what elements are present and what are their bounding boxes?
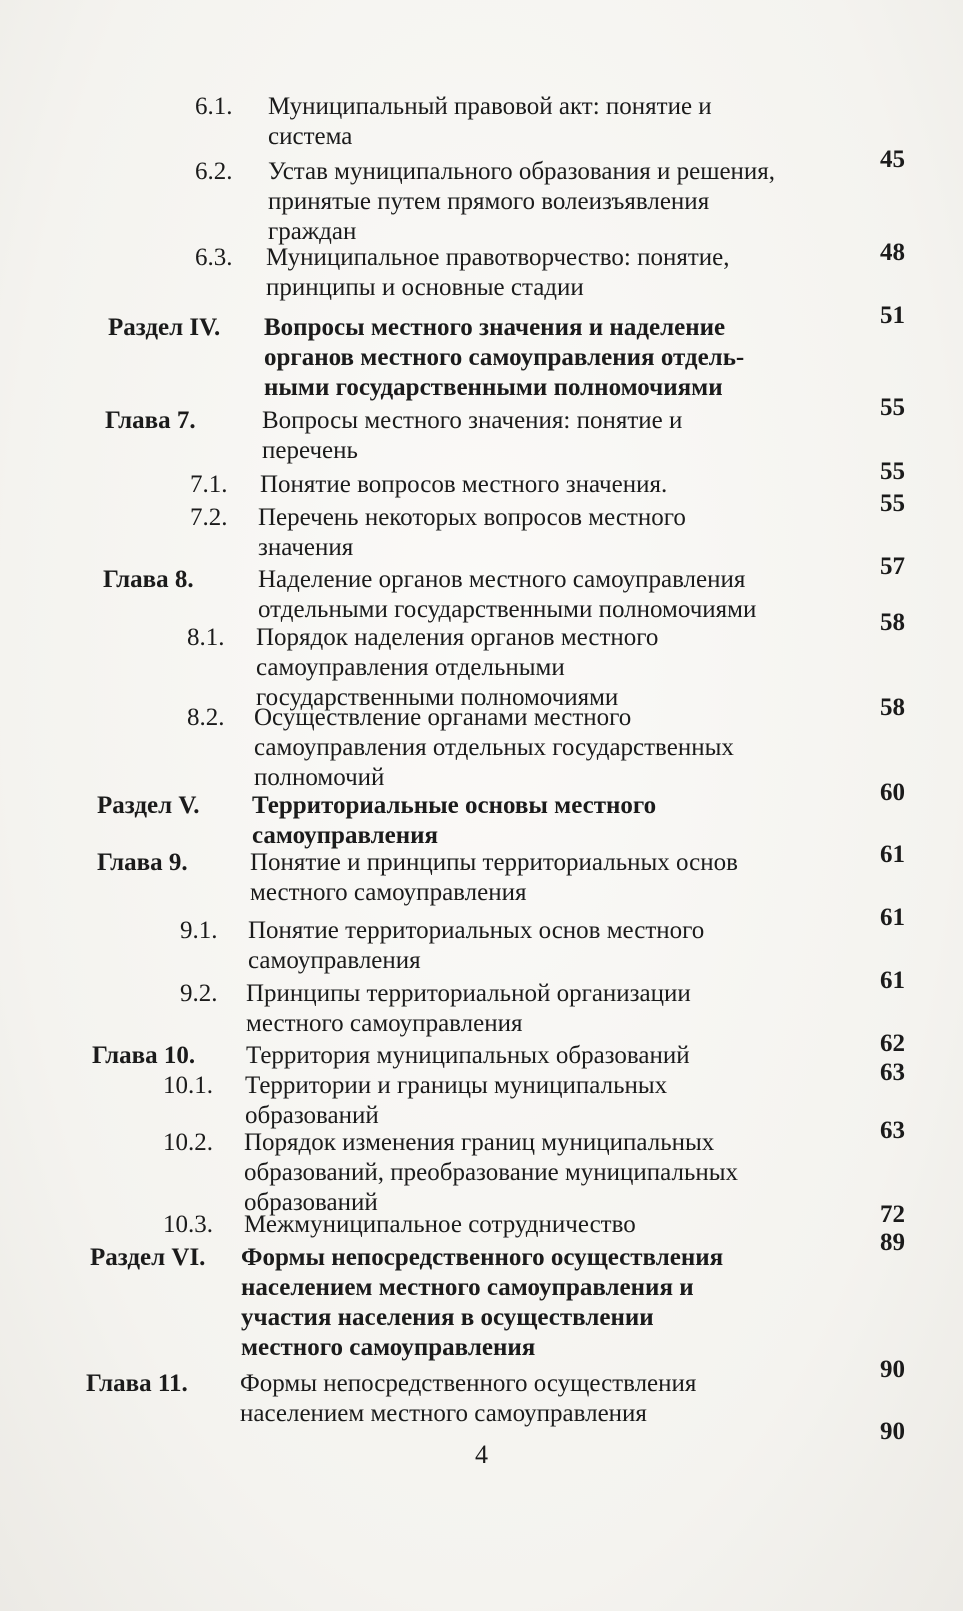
toc-entry-title bbox=[246, 979, 691, 1039]
toc-entry-title bbox=[245, 1071, 667, 1131]
toc-entry-page: 55 bbox=[880, 490, 905, 517]
toc-entry-title-line: принятые путем прямого волеизъявления bbox=[268, 188, 710, 215]
toc-entry-title-line: участия населения в осуществлении bbox=[241, 1304, 654, 1331]
toc-entry-page: 58 bbox=[880, 694, 905, 721]
toc-entry-title-line: система bbox=[268, 123, 353, 150]
toc-entry-title-line: Перечень некоторых вопросов местного bbox=[258, 504, 686, 531]
toc-entry-title bbox=[264, 313, 744, 403]
toc-entry-title-line: Формы непосредственного осуществления bbox=[240, 1370, 697, 1397]
toc-entry-label: Глава 7. bbox=[105, 407, 196, 434]
toc-entry-page: 72 bbox=[880, 1201, 905, 1228]
toc-entry-title-line: самоуправления отдельными bbox=[256, 654, 565, 681]
toc-entry-label: 6.3. bbox=[195, 244, 233, 271]
toc-entry-title-line: Понятие вопросов местного значения. bbox=[260, 471, 668, 498]
toc-entry-label: 9.2. bbox=[180, 980, 218, 1007]
toc-entry-title-line: Понятие и принципы территориальных основ bbox=[250, 849, 738, 876]
toc-entry-page: 63 bbox=[880, 1117, 905, 1144]
toc-entry-title-line: значения bbox=[258, 534, 354, 561]
toc-entry-label: 6.2. bbox=[195, 158, 233, 185]
toc-entry-page: 48 bbox=[880, 239, 905, 266]
toc-entry-title-line: перечень bbox=[262, 437, 358, 464]
toc-entry-label: 10.3. bbox=[163, 1211, 213, 1238]
toc-entry-title-line: образований bbox=[244, 1189, 378, 1216]
toc-entry-title-line: населением местного самоуправления bbox=[240, 1400, 647, 1427]
toc-entry-label: Глава 8. bbox=[103, 566, 194, 593]
toc-entry-page: 61 bbox=[880, 841, 905, 868]
toc-entry-title bbox=[254, 703, 734, 793]
toc-entry-title-line: отдельными государственными полномочиями bbox=[258, 596, 757, 623]
toc-entry-label: 9.1. bbox=[180, 917, 218, 944]
toc-entry-page: 57 bbox=[880, 553, 905, 580]
toc-entry-title-line: Устав муниципального образования и решения, bbox=[268, 158, 776, 185]
toc-entry-label: Раздел VI. bbox=[90, 1244, 206, 1271]
toc-entry-title-line: Вопросы местного значения: понятие и bbox=[262, 407, 683, 434]
toc-entry-title-line: Принципы территориальной организации bbox=[246, 980, 691, 1007]
toc-entry-page: 61 bbox=[880, 904, 905, 931]
toc-entry-title bbox=[244, 1128, 738, 1218]
toc-entry-page: 89 bbox=[880, 1229, 905, 1256]
toc-entry-title-line: Территория муниципальных образований bbox=[246, 1042, 690, 1069]
toc-entry-title-line: Муниципальное правотворчество: понятие, bbox=[266, 244, 730, 271]
toc-entry-page: 63 bbox=[880, 1059, 905, 1086]
toc-entry-title-line: Порядок изменения границ муниципальных bbox=[244, 1129, 715, 1156]
toc-entry-label: 7.2. bbox=[190, 504, 228, 531]
toc-entry-title-line: образований bbox=[245, 1102, 379, 1129]
toc-entry-title bbox=[248, 916, 704, 976]
toc-entry-page: 45 bbox=[880, 146, 905, 173]
toc-entry-title bbox=[252, 791, 656, 851]
toc-entry-page: 55 bbox=[880, 394, 905, 421]
toc-entry-title-line: органов местного самоуправления отдель- bbox=[264, 344, 745, 371]
toc-entry-title-line: самоуправления отдельных государственных bbox=[254, 734, 734, 761]
toc-entry-page: 60 bbox=[880, 779, 905, 806]
toc-entry-title bbox=[250, 848, 738, 908]
toc-entry-title bbox=[240, 1369, 696, 1429]
toc-entry-title-line: населением местного самоуправления и bbox=[241, 1274, 694, 1301]
toc-entry-label: 7.1. bbox=[190, 471, 228, 498]
toc-entry-title-line: Формы непосредственного осуществления bbox=[241, 1244, 724, 1271]
toc-entry-label: Глава 11. bbox=[86, 1370, 188, 1397]
toc-entry-label: 8.1. bbox=[187, 624, 225, 651]
toc-entry-title-line: государственными полномочиями bbox=[256, 684, 619, 711]
page-number: 4 bbox=[475, 1440, 488, 1469]
toc-entry-title-line: образований, преобразование муниципальных bbox=[244, 1159, 739, 1186]
toc-entry-title-line: самоуправления bbox=[248, 947, 421, 974]
toc-entry-title bbox=[258, 503, 686, 563]
toc-entry-label: 6.1. bbox=[195, 93, 233, 120]
toc-entry-title-line: Межмуниципальное сотрудничество bbox=[244, 1211, 636, 1238]
toc-entry-title-line: граждан bbox=[268, 218, 357, 245]
toc-entry-page: 58 bbox=[880, 609, 905, 636]
toc-entry-title-line: ными государственными полномочиями bbox=[264, 374, 723, 401]
toc-entry-page: 61 bbox=[880, 967, 905, 994]
toc-entry-title-line: Вопросы местного значения и наделение bbox=[264, 314, 726, 341]
toc-entry-title-line: местного самоуправления bbox=[241, 1334, 536, 1361]
toc-entry-title bbox=[268, 157, 775, 247]
toc-entry-title bbox=[268, 92, 712, 152]
toc-entry-label: Раздел IV. bbox=[108, 314, 221, 341]
toc-entry-page: 90 bbox=[880, 1356, 905, 1383]
toc-entry-title-line: Территории и границы муниципальных bbox=[245, 1072, 668, 1099]
toc-entry-title bbox=[256, 623, 658, 713]
toc-entry-page: 51 bbox=[880, 302, 905, 329]
toc-entry-page: 55 bbox=[880, 458, 905, 485]
toc-entry-title bbox=[246, 1041, 690, 1071]
toc-entry-title-line: местного самоуправления bbox=[246, 1010, 523, 1037]
toc-entry-title-line: Муниципальный правовой акт: понятие и bbox=[268, 93, 712, 120]
toc-entry-title bbox=[244, 1210, 636, 1240]
toc-entry-title bbox=[260, 470, 667, 500]
toc-entry-title-line: самоуправления bbox=[252, 822, 439, 849]
toc-entry-title-line: полномочий bbox=[254, 764, 385, 791]
toc-entry-label: 10.2. bbox=[163, 1129, 213, 1156]
toc-entry-page: 90 bbox=[880, 1418, 905, 1445]
toc-entry-label: Раздел V. bbox=[97, 792, 200, 819]
toc-entry-title-line: Порядок наделения органов местного bbox=[256, 624, 659, 651]
toc-entry-page: 62 bbox=[880, 1030, 905, 1057]
toc-entry-title bbox=[262, 406, 682, 466]
toc-entry-title-line: Осуществление органами местного bbox=[254, 704, 632, 731]
toc-entry-title bbox=[241, 1243, 723, 1363]
toc-entry-title-line: Понятие территориальных основ местного bbox=[248, 917, 705, 944]
toc-entry-title-line: принципы и основные стадии bbox=[266, 274, 584, 301]
toc-entry-label: 10.1. bbox=[163, 1072, 213, 1099]
toc-entry-title bbox=[258, 565, 756, 625]
toc-entry-label: 8.2. bbox=[187, 704, 225, 731]
toc-entry-label: Глава 9. bbox=[97, 849, 188, 876]
toc-entry-title-line: Территориальные основы местного bbox=[252, 792, 657, 819]
toc-entry-title-line: Наделение органов местного самоуправления bbox=[258, 566, 746, 593]
toc-entry-title-line: местного самоуправления bbox=[250, 879, 527, 906]
toc-entry-label: Глава 10. bbox=[92, 1042, 196, 1069]
toc-entry-title bbox=[266, 243, 730, 303]
